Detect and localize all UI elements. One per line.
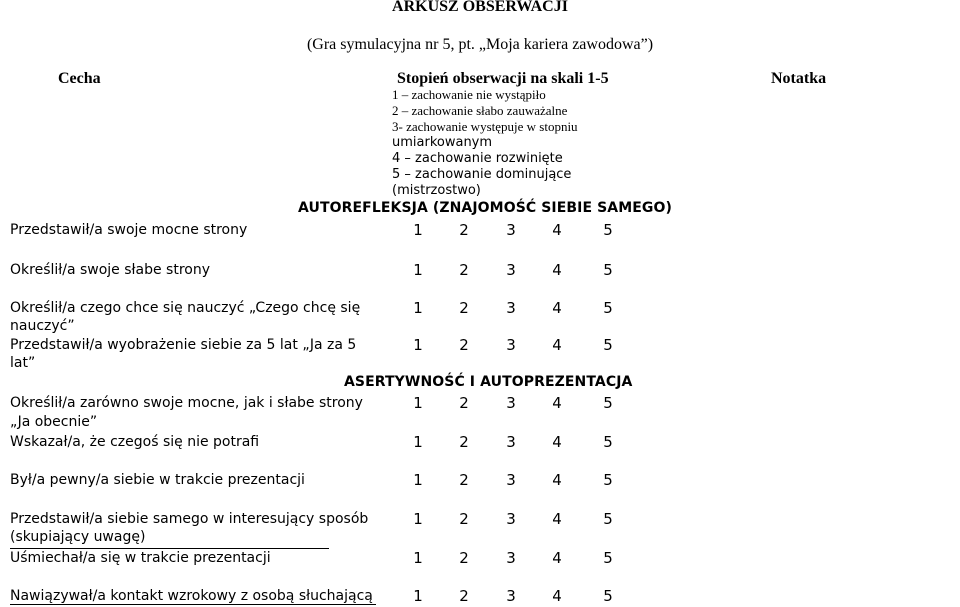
header-scale: Stopień obserwacji na skali 1-5: [397, 70, 609, 87]
legend-line: 3- zachowanie występuje w stopniu: [392, 119, 578, 134]
rating-option: 5: [603, 510, 613, 528]
rating-option: 5: [603, 394, 613, 412]
rating-option: 1: [413, 587, 423, 605]
criterion-strengths: Przedstawił/a swoje mocne strony: [10, 222, 248, 238]
legend-line: (mistrzostwo): [392, 183, 481, 198]
rating-option: 2: [459, 471, 469, 489]
rating-option: 3: [506, 299, 516, 317]
rating-option: 3: [506, 394, 516, 412]
rating-option: 1: [413, 336, 423, 354]
header-feature: Cecha: [58, 70, 101, 87]
rating-option: 4: [552, 299, 562, 317]
rating-option: 2: [459, 587, 469, 605]
legend-line: 1 – zachowanie nie wystąpiło: [392, 87, 546, 102]
rating-option: 5: [603, 549, 613, 567]
criterion-interesting-presentation: Przedstawił/a siebie samego w interesujący sposób: [10, 511, 369, 527]
rating-option: 3: [506, 433, 516, 451]
legend-line: 5 – zachowanie dominujące: [392, 167, 572, 182]
rating-option: 4: [552, 510, 562, 528]
rating-option: 2: [459, 510, 469, 528]
rating-option: 4: [552, 471, 562, 489]
rating-option: 5: [603, 471, 613, 489]
rating-option: 1: [413, 299, 423, 317]
rating-option: 1: [413, 549, 423, 567]
rating-option: 3: [506, 549, 516, 567]
rating-option: 1: [413, 510, 423, 528]
criterion-weaknesses: Określił/a swoje słabe strony: [10, 262, 211, 278]
rating-option: 4: [552, 221, 562, 239]
rating-option: 2: [459, 221, 469, 239]
rating-option: 4: [552, 261, 562, 279]
criterion-future-self: Przedstawił/a wyobrażenie siebie za 5 lat „Ja za 5: [10, 337, 357, 353]
criterion-eye-contact: Nawiązywał/a kontakt wzrokowy z osobą słuchającą: [10, 588, 373, 604]
rating-option: 1: [413, 261, 423, 279]
section-title-self-reflection: AUTOREFLEKSJA (ZNAJOMOŚĆ SIEBIE SAMEGO): [298, 200, 673, 216]
rating-option: 5: [603, 261, 613, 279]
rating-option: 2: [459, 394, 469, 412]
criterion-learning-goals: Określił/a czego chce się nauczyć „Czego chcę się: [10, 300, 361, 316]
rating-option: 3: [506, 261, 516, 279]
rating-option: 3: [506, 471, 516, 489]
rating-option: 4: [552, 394, 562, 412]
page-title: ARKUSZ OBSERWACJI: [392, 0, 568, 15]
criterion-smiling: Uśmiechał/a się w trakcie prezentacji: [10, 550, 271, 566]
header-note: Notatka: [771, 70, 827, 87]
rating-option: 5: [603, 433, 613, 451]
rating-option: 2: [459, 336, 469, 354]
rating-option: 3: [506, 221, 516, 239]
divider-line: [10, 604, 376, 605]
rating-option: 5: [603, 587, 613, 605]
criterion-interesting-presentation-cont: (skupiający uwagę): [10, 529, 146, 545]
rating-option: 4: [552, 587, 562, 605]
rating-option: 2: [459, 299, 469, 317]
rating-option: 2: [459, 549, 469, 567]
rating-option: 4: [552, 433, 562, 451]
rating-option: 2: [459, 433, 469, 451]
legend-line: 2 – zachowanie słabo zauważalne: [392, 103, 568, 118]
criterion-self-now: Określił/a zarówno swoje mocne, jak i słabe strony: [10, 395, 363, 411]
divider-line: [10, 548, 329, 549]
rating-option: 1: [413, 433, 423, 451]
rating-option: 3: [506, 587, 516, 605]
rating-option: 1: [413, 394, 423, 412]
rating-option: 5: [603, 221, 613, 239]
rating-option: 3: [506, 510, 516, 528]
criterion-self-now-cont: „Ja obecnie”: [10, 414, 98, 430]
rating-option: 1: [413, 471, 423, 489]
legend-line: umiarkowanym: [392, 135, 493, 150]
rating-option: 5: [603, 299, 613, 317]
page-subtitle: (Gra symulacyjna nr 5, pt. „Moja kariera zawodowa”): [306, 36, 654, 53]
rating-option: 5: [603, 336, 613, 354]
rating-option: 3: [506, 336, 516, 354]
rating-option: 2: [459, 261, 469, 279]
criterion-learning-goals-cont: nauczyć”: [10, 318, 75, 334]
rating-option: 4: [552, 336, 562, 354]
legend-line: 4 – zachowanie rozwinięte: [392, 151, 563, 166]
rating-option: 4: [552, 549, 562, 567]
section-title-assertiveness: ASERTYWNOŚĆ I AUTOPREZENTACJA: [344, 374, 633, 390]
rating-option: 1: [413, 221, 423, 239]
criterion-confidence: Był/a pewny/a siebie w trakcie prezentacji: [10, 472, 305, 488]
criterion-admits-limits: Wskazał/a, że czegoś się nie potrafi: [10, 434, 260, 450]
criterion-future-self-cont: lat”: [10, 355, 36, 371]
